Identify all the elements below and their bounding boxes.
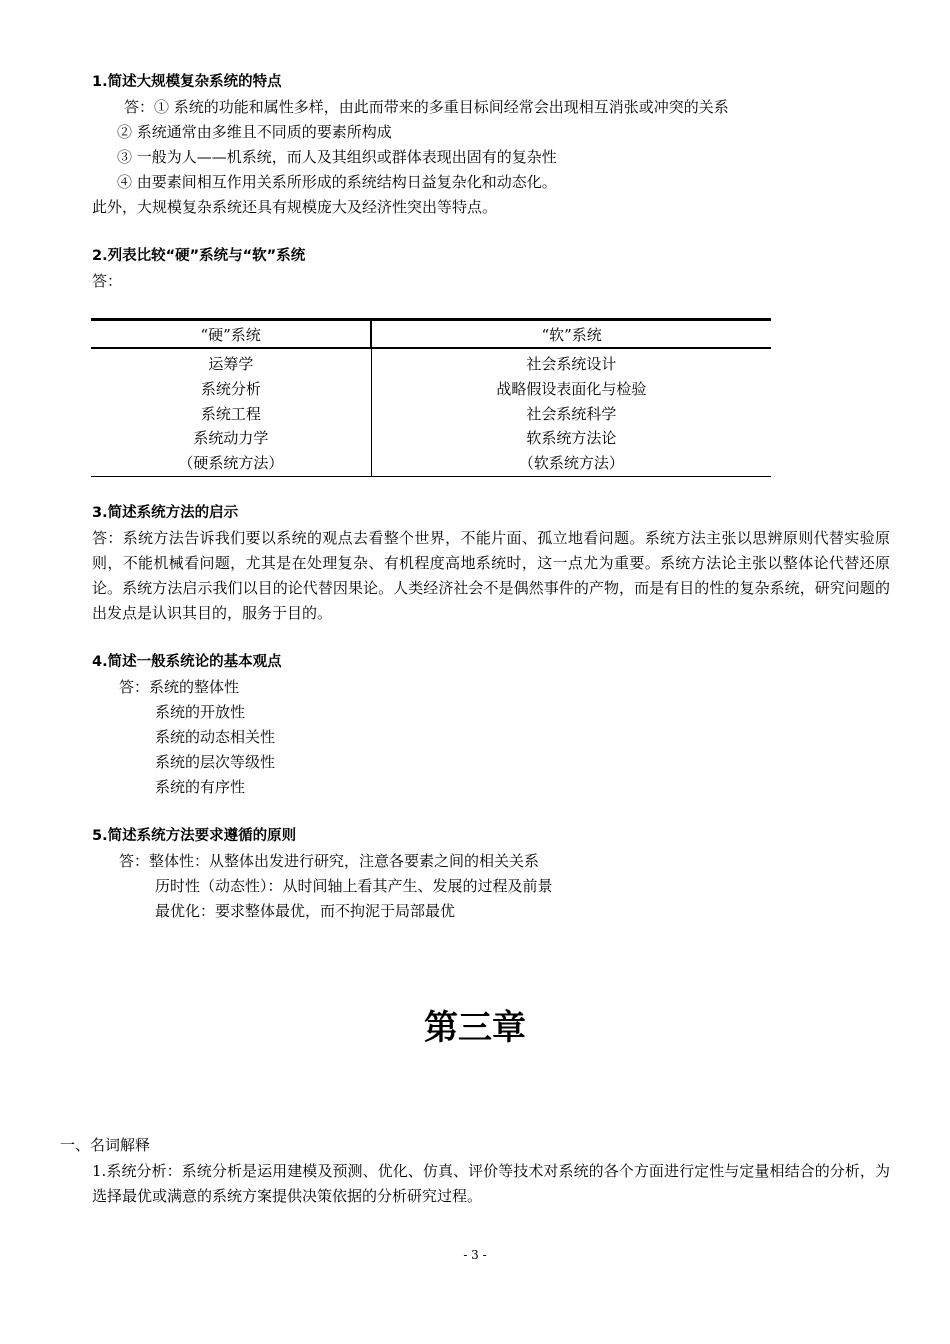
q5-title: 5.简述系统方法要求遵循的原则 — [92, 828, 297, 844]
hard-item: 系统动力学 — [193, 429, 269, 448]
hard-item: 运筹学 — [208, 355, 254, 373]
section-body: 1.系统分析：系统分析是运用建模及预测、优化、仿真、评价等技术对系统的各个方面进行定性与定量相结合的分析，为选择最优或满意的系统方案提供决策依据的分析研究过程。 — [92, 1162, 890, 1205]
page-number: - 3 - — [463, 1248, 487, 1262]
q1-line-4: ④ 由要素间相互作用关系所形成的系统结构日益复杂化和动态化。 — [117, 173, 557, 191]
soft-item: 战略假设表面化与检验 — [496, 379, 647, 398]
soft-item: 社会系统科学 — [526, 404, 617, 423]
q4-title: 4.简述一般系统论的基本观点 — [92, 654, 282, 670]
q3-body: 答：系统方法告诉我们要以系统的观点去看整个世界，不能片面、孤立地看问题。系统方法主张以思辨原则代替实验原则，不能机械看问题，尤其是在处理复杂、有机程度高地系统时，这一点尤为重要。系统方法论主张以整体论代替还原论。系统方法启示我们以目的论代替因果论。人类经济社会不是偶然事件的产物，而是有目的性的复杂系统，研究问题的出发点是认识其目的，服务于目的。 — [92, 529, 890, 622]
q2-title: 2.列表比较“硬”系统与“软”系统 — [92, 248, 306, 264]
header-hard-system: “硬”系统 — [91, 320, 371, 349]
hard-item: 系统工程 — [200, 404, 261, 423]
soft-system-cell — [371, 348, 771, 476]
hard-system-cell — [91, 348, 371, 476]
q1-line-1: 答：① 系统的功能和属性多样，由此而带来的多重目标间经常会出现相互消张或冲突的关系 — [124, 98, 729, 116]
hard-item: 系统分析 — [200, 379, 261, 398]
q4-line-5: 系统的有序性 — [155, 778, 246, 796]
soft-item: （软系统方法） — [518, 454, 624, 473]
q5-line-2: 历时性（动态性）：从时间轴上看其产生、发展的过程及前景 — [155, 877, 553, 895]
table-row — [91, 348, 771, 476]
q3-title: 3.简述系统方法的启示 — [92, 505, 239, 521]
soft-item: 社会系统设计 — [526, 355, 617, 373]
chapter-title: 第三章 — [424, 1008, 526, 1048]
q1-line-3: ③ 一般为人——机系统，而人及其组织或群体表现出固有的复杂性 — [117, 148, 557, 166]
soft-item: 软系统方法论 — [526, 429, 617, 448]
q1-line-2: ② 系统通常由多维且不同质的要素所构成 — [117, 123, 392, 141]
q1-footer: 此外，大规模复杂系统还具有规模庞大及经济性突出等特点。 — [92, 198, 498, 216]
q2-answer-label: 答： — [92, 272, 123, 290]
comparison-table — [91, 318, 771, 477]
section-heading: 一、名词解释 — [60, 1136, 151, 1154]
q5-line-3: 最优化：要求整体最优，而不拘泥于局部最优 — [155, 902, 456, 920]
q4-line-4: 系统的层次等级性 — [155, 753, 276, 771]
q5-line-1: 答：整体性：从整体出发进行研究，注意各要素之间的相关关系 — [119, 852, 540, 870]
header-soft-system: “软”系统 — [371, 320, 771, 349]
hard-item: （硬系统方法） — [178, 454, 284, 473]
q4-line-2: 系统的开放性 — [155, 703, 246, 721]
q4-line-1: 答：系统的整体性 — [119, 678, 240, 696]
q1-title: 1.简述大规模复杂系统的特点 — [92, 74, 282, 90]
q4-line-3: 系统的动态相关性 — [155, 728, 276, 746]
table-header-row — [91, 320, 771, 349]
